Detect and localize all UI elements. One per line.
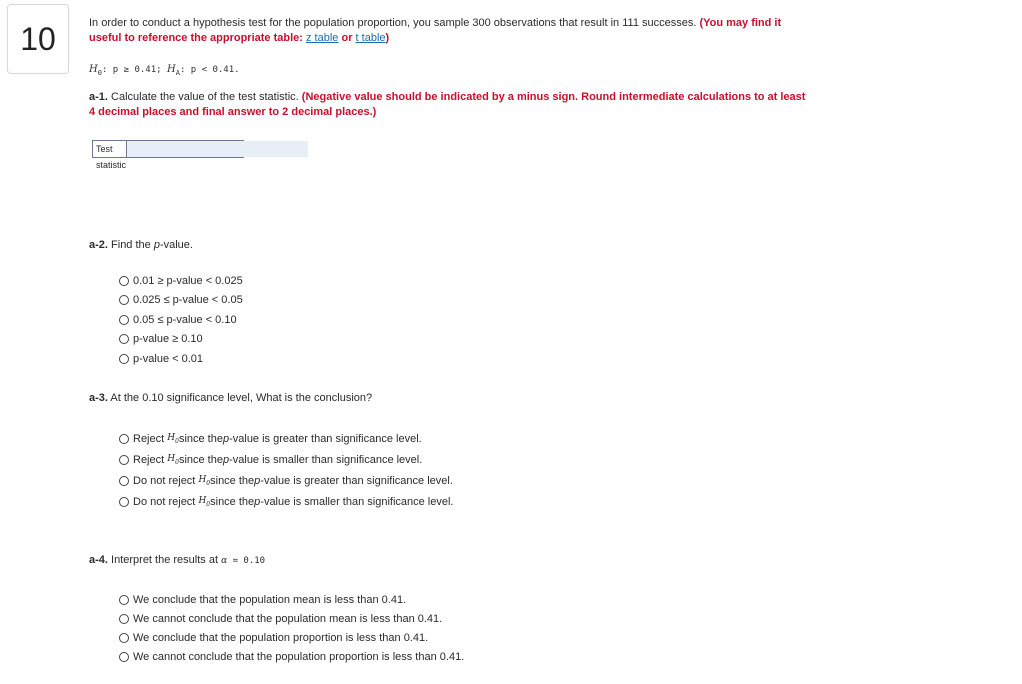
- ha-text: : p < 0.41.: [179, 65, 240, 75]
- radio-button[interactable]: [119, 354, 129, 364]
- radio-button[interactable]: [119, 497, 129, 507]
- conclusion-option[interactable]: Reject $H_0$ since the p -value is greater than significance level.: [119, 428, 809, 449]
- radio-button[interactable]: [119, 315, 129, 325]
- table-reference-note: (You may find it useful to reference the appropriate table: z table or t table): [89, 17, 782, 44]
- alpha-symbol: α: [221, 556, 228, 567]
- radio-button[interactable]: [119, 434, 129, 444]
- radio-button[interactable]: [119, 334, 129, 344]
- radio-button[interactable]: [119, 455, 129, 465]
- question-content: [89, 16, 809, 666]
- part-a3-prompt: a-3. At the 0.10 significance level, What is the conclusion?: [89, 392, 373, 405]
- part-a4-prompt: a-4. Interpret the results at α = 0.10: [89, 554, 266, 567]
- radio-button[interactable]: [119, 595, 129, 605]
- p-value-option[interactable]: p-value ≥ 0.10: [119, 329, 809, 349]
- interpretation-option[interactable]: We cannot conclude that the population proportion is less than 0.41.: [119, 647, 809, 666]
- part-a1-text: Calculate the value of the test statistic.: [107, 90, 302, 103]
- interpretation-option[interactable]: We cannot conclude that the population mean is less than 0.41.: [119, 609, 809, 628]
- radio-button[interactable]: [119, 276, 129, 286]
- part-a1-prompt: [89, 90, 809, 120]
- h0-symbol: H: [89, 64, 98, 75]
- intro-text: In order to conduct a hypothesis test for the population proportion, you sample 300 observations that result in 111 successes.: [89, 17, 700, 29]
- part-a1-note: (Negative value should be indicated by a minus sign. Round intermediate calculations to at least 4 decimal places and final answer to 2 decimal places.): [89, 90, 806, 118]
- p-value-option[interactable]: 0.01 ≥ p-value < 0.025: [119, 271, 809, 291]
- z-table-link[interactable]: z table: [306, 32, 339, 44]
- conclusion-option[interactable]: Do not reject $H_0$ since the p -value is smaller than significance level.: [119, 491, 809, 512]
- conclusion-option[interactable]: Do not reject $H_0$ since the p -value is greater than significance level.: [119, 470, 809, 491]
- radio-button[interactable]: [119, 652, 129, 662]
- part-a2-label: a-2.: [89, 238, 108, 251]
- interpretation-options: [119, 590, 809, 666]
- part-a4-label: a-4.: [89, 554, 108, 567]
- p-value-options: [119, 271, 809, 369]
- t-table-link[interactable]: t table: [355, 32, 386, 44]
- conclusion-option[interactable]: Reject $H_0$ since the p -value is smaller than significance level.: [119, 449, 809, 470]
- p-value-option[interactable]: p-value < 0.01: [119, 349, 809, 369]
- part-a2-prompt: a-2. Find the p-value.: [89, 238, 193, 251]
- test-statistic-table: [92, 140, 244, 170]
- interpretation-option[interactable]: We conclude that the population proportion is less than 0.41.: [119, 628, 809, 647]
- question-number: 10: [7, 4, 69, 74]
- test-statistic-label: Test statistic: [93, 141, 127, 157]
- alpha-value: = 0.10: [227, 556, 266, 567]
- interpretation-option[interactable]: We conclude that the population mean is less than 0.41.: [119, 590, 809, 609]
- p-value-option[interactable]: 0.05 ≤ p-value < 0.10: [119, 310, 809, 330]
- conclusion-options: [119, 428, 809, 512]
- h0-text: : p ≥ 0.41;: [101, 65, 162, 75]
- hypotheses: [89, 64, 809, 77]
- radio-button[interactable]: [119, 295, 129, 305]
- ha-symbol: H: [166, 64, 176, 75]
- h0-subscript: 0: [97, 68, 102, 77]
- part-a1-label: a-1.: [89, 90, 108, 103]
- test-statistic-input[interactable]: [127, 141, 308, 157]
- part-a3-label: a-3.: [89, 392, 108, 405]
- radio-button[interactable]: [119, 476, 129, 486]
- p-value-option[interactable]: 0.025 ≤ p-value < 0.05: [119, 290, 809, 310]
- radio-button[interactable]: [119, 633, 129, 643]
- question-intro: [89, 16, 809, 46]
- radio-button[interactable]: [119, 614, 129, 624]
- ha-subscript: A: [175, 68, 180, 77]
